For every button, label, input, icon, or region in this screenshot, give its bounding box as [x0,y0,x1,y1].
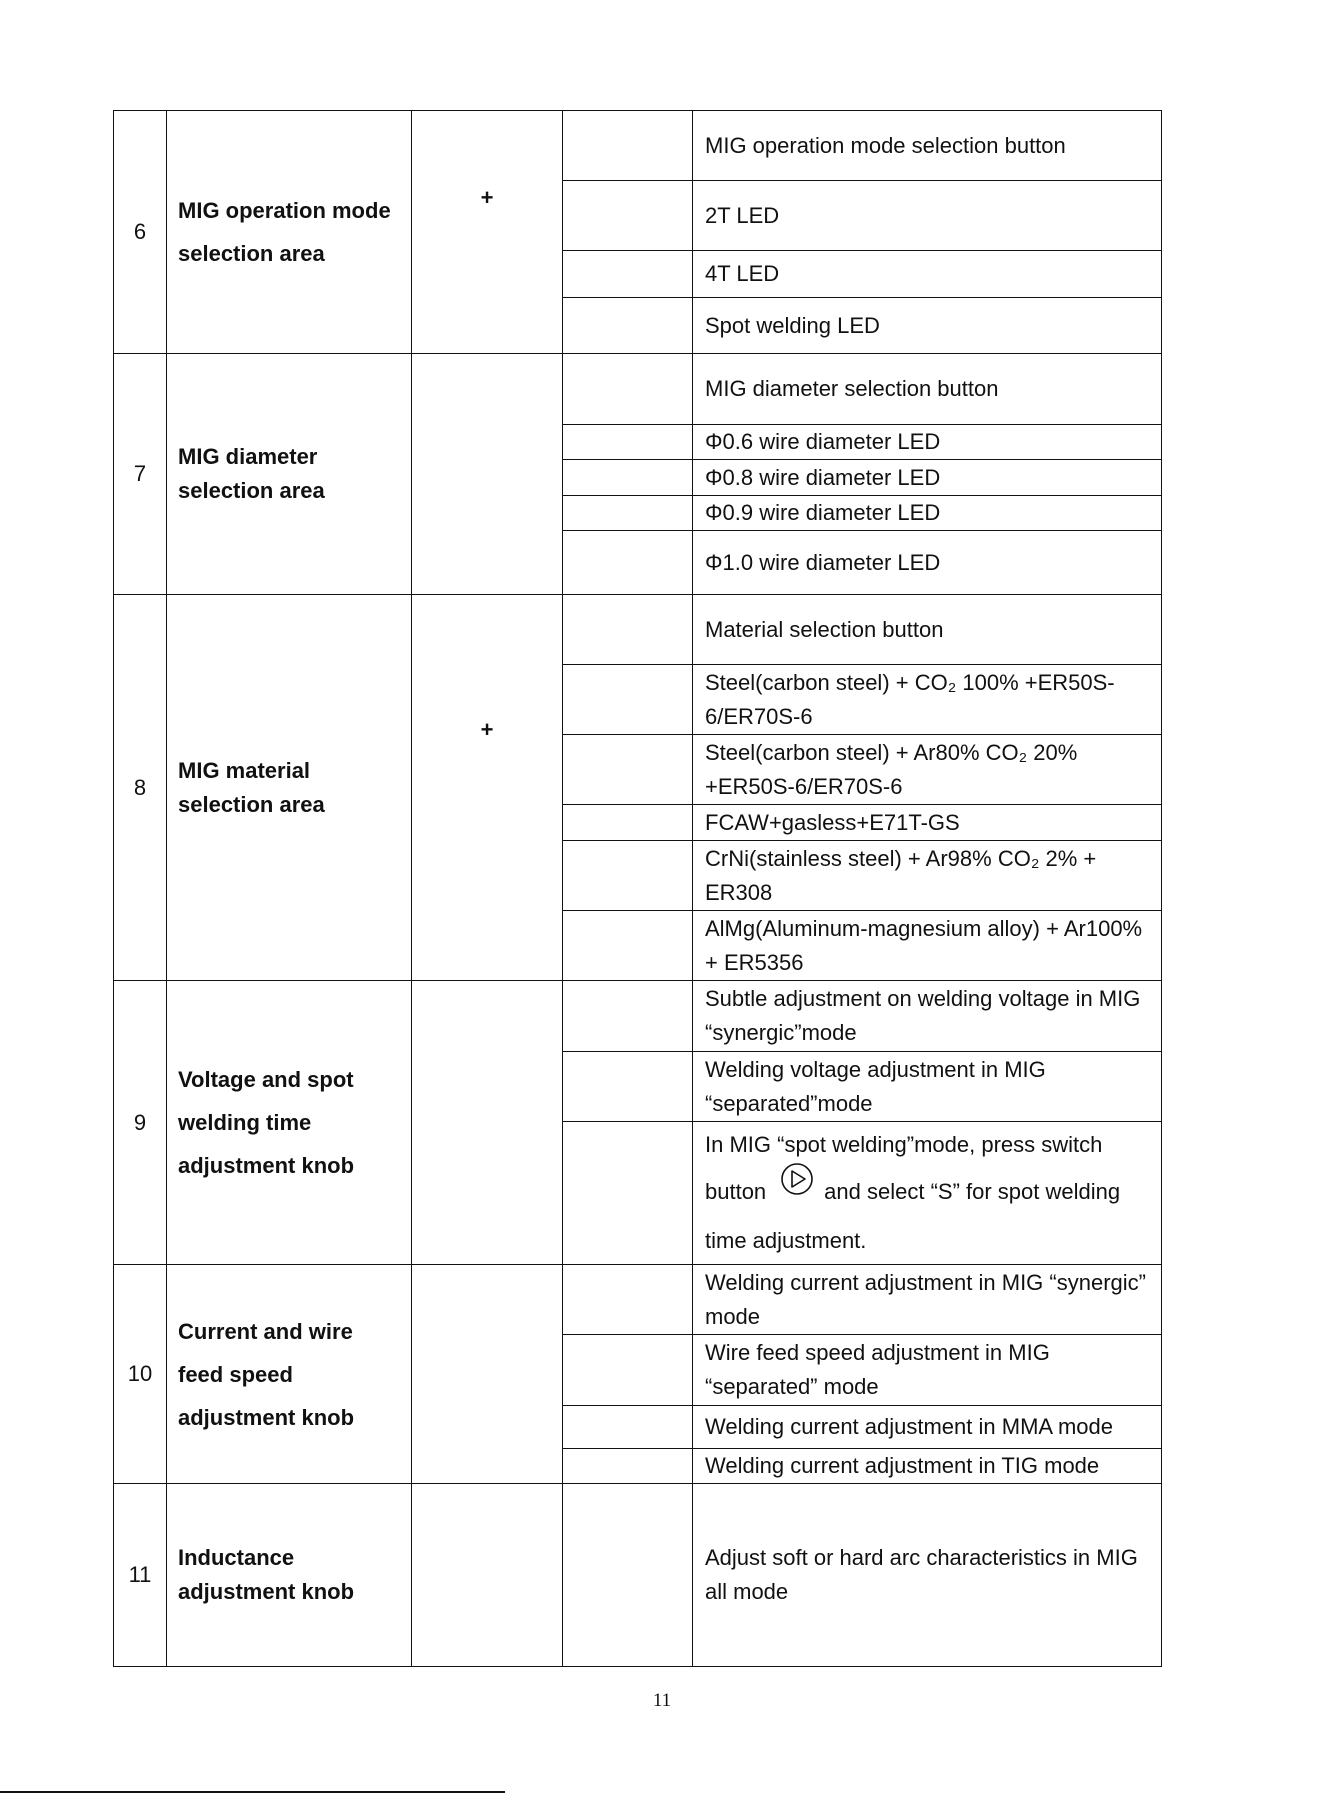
area-name: Inductance adjustment knob [167,1484,412,1667]
row-number: 10 [114,1265,167,1484]
row-number: 11 [114,1484,167,1667]
plus-symbol: + [480,185,494,210]
icon-cell [563,1335,693,1406]
spot-line-2-end: and select “S” for spot welding [824,1178,1121,1204]
page-number: 11 [652,1690,672,1711]
icon-cell [563,805,693,841]
area-name: MIG material selection area [167,595,412,981]
icon-cell [563,665,693,735]
item-description: Φ1.0 wire diameter LED [693,531,1162,595]
table-row [114,1484,1162,1667]
table-row [114,111,1162,181]
icon-cell [563,1406,693,1449]
footer-rule [0,1791,505,1793]
symbol-cell [412,1265,563,1484]
item-description: Welding current adjustment in MIG “synergic” mode [693,1265,1162,1335]
item-description: Welding voltage adjustment in MIG “separated”mode [693,1052,1162,1122]
row-number: 6 [114,111,167,354]
spot-line-1: In MIG “spot welding”mode, press switch [705,1132,1103,1157]
item-description: Φ0.8 wire diameter LED [693,460,1162,496]
item-description: MIG diameter selection button [693,354,1162,425]
icon-cell [563,595,693,665]
symbol-cell [412,354,563,595]
item-description: Subtle adjustment on welding voltage in MIG “synergic”mode [693,981,1162,1052]
icon-cell [563,531,693,595]
icon-cell [563,981,693,1052]
table-row [114,595,1162,665]
row-number: 9 [114,981,167,1265]
item-description: Adjust soft or hard arc characteristics in MIG all mode [693,1484,1162,1667]
icon-cell [563,1052,693,1122]
icon-cell [563,1265,693,1335]
symbol-cell [412,595,563,981]
icon-cell [563,298,693,354]
item-description: Wire feed speed adjustment in MIG “separated” mode [693,1335,1162,1406]
material-steel-ar-co2: Steel(carbon steel) + Ar80% CO₂ 20% +ER50S-6/ER70S-6 [705,739,1078,799]
table-row [114,981,1162,1052]
icon-cell [563,251,693,298]
area-name: Current and wire feed speed adjustment knob [167,1265,412,1484]
item-description: Welding current adjustment in TIG mode [693,1449,1162,1484]
item-description [693,1122,1162,1265]
document-page [113,110,1161,1667]
icon-cell [563,735,693,805]
control-panel-table [113,110,1162,1667]
icon-cell [563,911,693,981]
plus-symbol: + [480,717,494,742]
item-description: 4T LED [693,251,1162,298]
item-description: Spot welding LED [693,298,1162,354]
item-description: FCAW+gasless+E71T-GS [693,805,1162,841]
item-description [693,665,1162,735]
icon-cell [563,425,693,460]
item-description: AlMg(Aluminum-magnesium alloy) + Ar100% + ER5356 [693,911,1162,981]
icon-cell [563,1449,693,1484]
icon-cell [563,354,693,425]
row-number: 8 [114,595,167,981]
icon-cell [563,1484,693,1667]
spot-line-3: time adjustment. [705,1228,867,1253]
item-description: Φ0.6 wire diameter LED [693,425,1162,460]
icon-cell [563,460,693,496]
table-row [114,1265,1162,1335]
symbol-cell [412,1484,563,1667]
row-number: 7 [114,354,167,595]
symbol-cell [412,981,563,1265]
icon-cell [563,841,693,911]
material-steel-co2: Steel(carbon steel) + CO₂ 100% +ER50S-6/ER70S-6 [705,669,1115,729]
icon-cell [563,181,693,251]
area-name: MIG operation mode selection area [167,111,412,354]
item-description: Φ0.9 wire diameter LED [693,496,1162,531]
play-button-icon [780,1162,814,1212]
item-description [693,735,1162,805]
area-name: MIG diameter selection area [167,354,412,595]
icon-cell [563,111,693,181]
icon-cell [563,1122,693,1265]
item-description: 2T LED [693,181,1162,251]
item-description [693,841,1162,911]
spot-line-2-start: button [705,1178,767,1204]
area-name: Voltage and spot welding time adjustment knob [167,981,412,1265]
item-description: MIG operation mode selection button [693,111,1162,181]
item-description: Welding current adjustment in MMA mode [693,1406,1162,1449]
symbol-cell [412,111,563,354]
material-crni: CrNi(stainless steel) + Ar98% CO₂ 2% + ER308 [705,845,1097,905]
item-description: Material selection button [693,595,1162,665]
icon-cell [563,496,693,531]
table-row [114,354,1162,425]
